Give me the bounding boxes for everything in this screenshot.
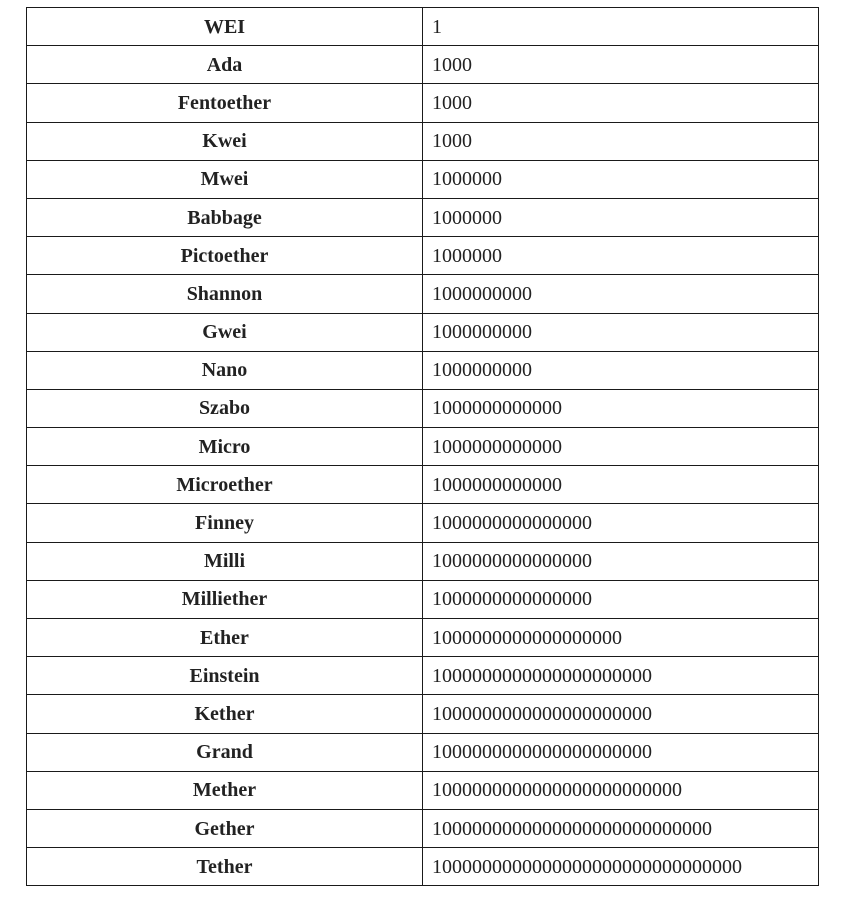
- unit-name-cell: Mether: [27, 771, 423, 809]
- unit-name-cell: Pictoether: [27, 237, 423, 275]
- table-row: [27, 733, 819, 771]
- unit-value-cell: 1000000000000000000000: [423, 695, 819, 733]
- unit-name-cell: Tether: [27, 848, 423, 886]
- table-row: [27, 46, 819, 84]
- unit-value-cell: 1000000000000000000000000000: [423, 809, 819, 847]
- table-row: [27, 237, 819, 275]
- unit-name-cell: Ether: [27, 619, 423, 657]
- table-row: [27, 580, 819, 618]
- unit-value-cell: 1000000000000000: [423, 504, 819, 542]
- unit-value-cell: 1000000000: [423, 313, 819, 351]
- unit-name-cell: Micro: [27, 428, 423, 466]
- table-row: [27, 389, 819, 427]
- unit-value-cell: 1000000: [423, 237, 819, 275]
- unit-value-cell: 1000000000000000000000: [423, 733, 819, 771]
- unit-value-cell: 1000000000000000: [423, 580, 819, 618]
- ether-units-table: [26, 7, 819, 886]
- table-row: [27, 160, 819, 198]
- units-table-body: [27, 8, 819, 886]
- table-row: [27, 275, 819, 313]
- unit-value-cell: 1000000000000: [423, 466, 819, 504]
- unit-value-cell: 1000: [423, 122, 819, 160]
- unit-name-cell: Kwei: [27, 122, 423, 160]
- table-row: [27, 466, 819, 504]
- table-row: [27, 809, 819, 847]
- unit-name-cell: Finney: [27, 504, 423, 542]
- table-row: [27, 504, 819, 542]
- table-row: [27, 8, 819, 46]
- unit-name-cell: Mwei: [27, 160, 423, 198]
- unit-value-cell: 1: [423, 8, 819, 46]
- unit-name-cell: Microether: [27, 466, 423, 504]
- unit-name-cell: Kether: [27, 695, 423, 733]
- unit-name-cell: WEI: [27, 8, 423, 46]
- unit-name-cell: Grand: [27, 733, 423, 771]
- table-row: [27, 428, 819, 466]
- table-row: [27, 351, 819, 389]
- unit-value-cell: 1000000: [423, 198, 819, 236]
- unit-value-cell: 1000000: [423, 160, 819, 198]
- unit-value-cell: 1000000000: [423, 351, 819, 389]
- table-row: [27, 542, 819, 580]
- unit-value-cell: 1000000000000000000000: [423, 657, 819, 695]
- unit-name-cell: Gether: [27, 809, 423, 847]
- unit-name-cell: Szabo: [27, 389, 423, 427]
- unit-name-cell: Babbage: [27, 198, 423, 236]
- unit-value-cell: 1000000000000000000: [423, 619, 819, 657]
- unit-value-cell: 1000000000000000000000000000000: [423, 848, 819, 886]
- unit-value-cell: 1000000000000000000000000: [423, 771, 819, 809]
- unit-value-cell: 1000000000000: [423, 428, 819, 466]
- unit-name-cell: Gwei: [27, 313, 423, 351]
- unit-name-cell: Shannon: [27, 275, 423, 313]
- table-row: [27, 313, 819, 351]
- unit-value-cell: 1000000000000000: [423, 542, 819, 580]
- unit-name-cell: Nano: [27, 351, 423, 389]
- table-row: [27, 84, 819, 122]
- table-row: [27, 657, 819, 695]
- unit-value-cell: 1000000000000: [423, 389, 819, 427]
- unit-name-cell: Einstein: [27, 657, 423, 695]
- unit-name-cell: Ada: [27, 46, 423, 84]
- table-row: [27, 619, 819, 657]
- unit-value-cell: 1000000000: [423, 275, 819, 313]
- unit-value-cell: 1000: [423, 46, 819, 84]
- table-row: [27, 695, 819, 733]
- unit-name-cell: Fentoether: [27, 84, 423, 122]
- unit-value-cell: 1000: [423, 84, 819, 122]
- table-row: [27, 848, 819, 886]
- table-row: [27, 771, 819, 809]
- unit-name-cell: Milliether: [27, 580, 423, 618]
- table-row: [27, 198, 819, 236]
- unit-name-cell: Milli: [27, 542, 423, 580]
- table-row: [27, 122, 819, 160]
